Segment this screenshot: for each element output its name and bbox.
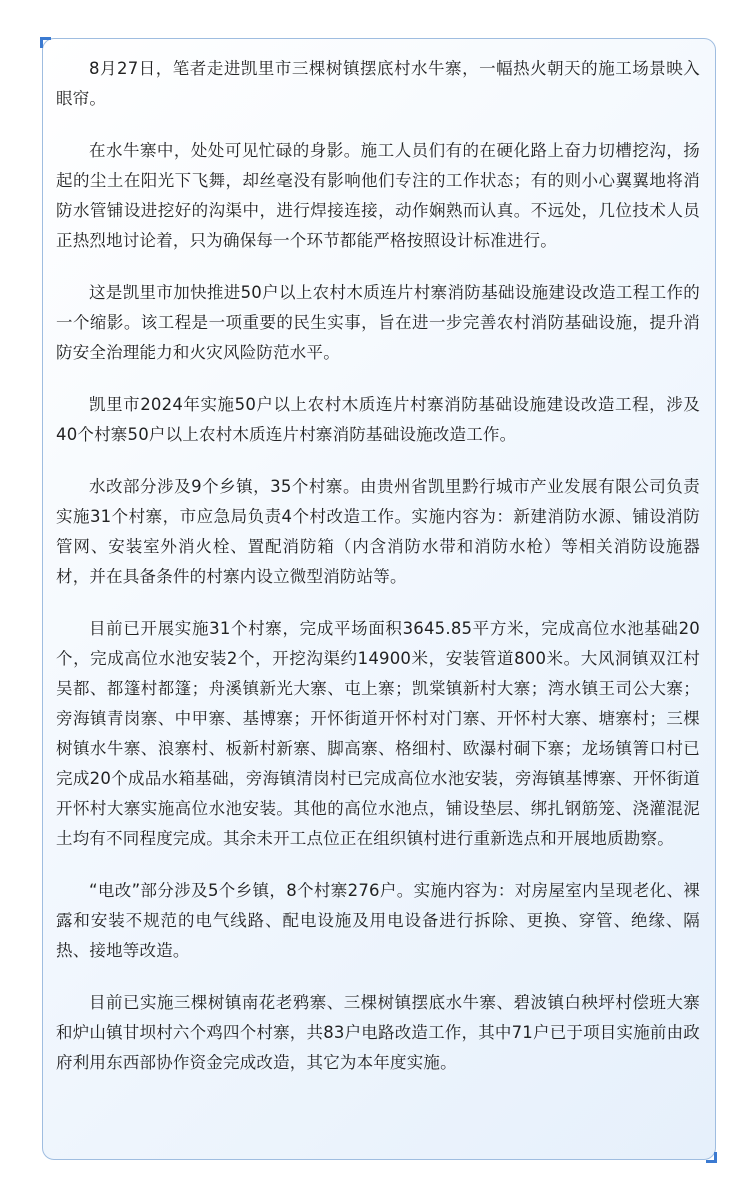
paragraph-1: 8月27日，笔者走进凯里市三棵树镇摆底村水牛寨，一幅热火朝天的施工场景映入眼帘。 bbox=[56, 59, 700, 108]
paragraph-6: 目前已开展实施31个村寨，完成平场面积3645.85平方米，完成高位水池基础20个，完成高位水池安装2个，开挖沟渠约14900米，安装管道800米。大风洞镇双江村吴都、都篷村都篷；舟溪镇新光大寨、屯上寨；凯棠镇新村大寨；湾水镇王司公大寨；旁海镇青岗寨、中甲寨、基博寨；开怀街道开怀村对门寨、开怀村大寨、塘寨村；三棵树镇水牛寨、浪寨村、板新村新寨、脚高寨、格细村、欧瀑村硐下寨；龙场镇箐口村已完成20个成品水箱基础，旁海镇清岗村已完成高位水池安装，旁海镇基博寨、开怀街道开怀村大寨实施高位水池安装。其他的高位水池点，铺设垫层、绑扎钢筋笼、浇灌混泥土均有不同程度完成。其余未开工点位正在组织镇村进行重新选点和开展地质勘察。 bbox=[56, 619, 700, 848]
paragraph-7: “电改”部分涉及5个乡镇，8个村寨276户。实施内容为：对房屋室内呈现老化、裸露和安装不规范的电气线路、配电设施及用电设备进行拆除、更换、穿管、绝缘、隔热、接地等改造。 bbox=[56, 881, 700, 960]
corner-decoration-bottom-right bbox=[706, 1152, 717, 1163]
corner-decoration-top-left bbox=[40, 37, 51, 48]
paragraph-2: 在水牛寨中，处处可见忙碌的身影。施工人员们有的在硬化路上奋力切槽挖沟，扬起的尘土在阳光下飞舞，却丝毫没有影响他们专注的工作状态；有的则小心翼翼地将消防水管铺设进挖好的沟渠中，进行焊接连接，动作娴熟而认真。不远处，几位技术人员正热烈地讨论着，只为确保每一个环节都能严格按照设计标准进行。 bbox=[56, 141, 700, 250]
paragraph-4: 凯里市2024年实施50户以上农村木质连片村寨消防基础设施建设改造工程，涉及40个村寨50户以上农村木质连片村寨消防基础设施改造工作。 bbox=[56, 395, 700, 444]
paragraph-8: 目前已实施三棵树镇南花老鸦寨、三棵树镇摆底水牛寨、碧波镇白秧坪村偿班大寨和炉山镇甘坝村六个鸡四个村寨，共83户电路改造工作，其中71户已于项目实施前由政府利用东西部协作资金完成改造，其它为本年度实施。 bbox=[56, 993, 700, 1072]
paragraph-5: 水改部分涉及9个乡镇，35个村寨。由贵州省凯里黔行城市产业发展有限公司负责实施31个村寨，市应急局负责4个村改造工作。实施内容为：新建消防水源、铺设消防管网、安装室外消火栓、置配消防箱（内含消防水带和消防水枪）等相关消防设施器材，并在具备条件的村寨内设立微型消防站等。 bbox=[56, 477, 700, 586]
article-body bbox=[56, 54, 700, 1100]
paragraph-3: 这是凯里市加快推进50户以上农村木质连片村寨消防基础设施建设改造工程工作的一个缩影。该工程是一项重要的民生实事，旨在进一步完善农村消防基础设施，提升消防安全治理能力和火灾风险防范水平。 bbox=[56, 283, 700, 362]
